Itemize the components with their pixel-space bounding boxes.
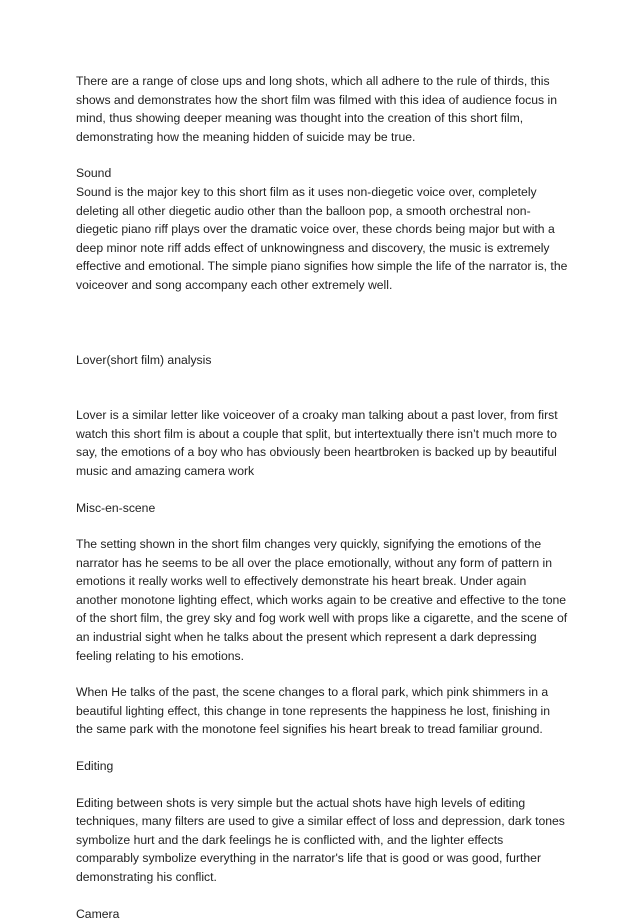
paragraph-spacer [76,481,568,499]
mise-en-scene-heading: Misc-en-scene [76,500,156,515]
document-body [76,72,568,923]
paragraph-spacer [76,739,568,757]
section-spacer [76,332,568,351]
paragraph-spacer [76,887,568,905]
lover-heading: Lover(short film) analysis [76,352,212,367]
section-spacer [76,369,568,406]
paragraph-spacer [76,146,568,164]
paragraph-spacer [76,776,568,794]
mise-en-scene-paragraph-2: When He talks of the past, the scene changes to a floral park, which pink shimmers in a beautiful lighting effect, this change in tone represents the happiness he lost, finishing in the same park with the monotone feel signifies his heart break to tread familiar ground. [76,685,551,737]
section-spacer [76,295,568,332]
lover-paragraph: Lover is a similar letter like voiceover of a croaky man talking about a past lover, from first watch this short film is about a couple that split, but intertextually there isn’t much more to say, the emotions of a boy who has obviously been heartbroken is backed up by beautiful music and amazing camera work [76,408,558,478]
paragraph-spacer [76,517,568,535]
editing-paragraph: Editing between shots is very simple but the actual shots have high levels of editing techniques, many filters are used to give a similar effect of loss and depression, dark tones symbolize hurt and the dark feelings he is conflicted with, and the lighter effects comparably symbolize everything in the narrator's life that is good or was good, further demonstrating his conflict. [76,795,565,884]
mise-en-scene-paragraph-1: The setting shown in the short film changes very quickly, signifying the emotions of the narrator has he seems to be all over the place emotionally, without any form of pattern in emotions it really works well to effectively demonstrate his heart break. Under again another monotone lighting effect, which works again to be creative and effective to the tone of the short film, the grey sky and fog work well with props like a cigarette, and the scene of an industrial sight when he talks about the present which represent a dark depressing feeling relating to his emotions. [76,537,568,663]
sound-paragraph: Sound is the major key to this short film as it uses non-diegetic voice over, completely deleting all other diegetic audio other than the balloon pop, a smooth orchestral non-diegetic piano riff plays over the dramatic voice over, these chords being major but with a deep minor note riff adds effect of unknowingness and discovery, the music is extremely effective and emotional. The simple piano signifies how simple the life of the narrator is, the voiceover and song accompany each other extremely well. [76,184,568,292]
editing-heading: Editing [76,759,114,774]
camera-heading: Camera [76,906,120,921]
intro-paragraph: There are a range of close ups and long shots, which all adhere to the rule of thirds, this shows and demonstrates how the short film was filmed with this idea of audience focus in mind, thus showing deeper meaning was thought into the creation of this short film, demonstrating how the meaning hidden of suicide may be true. [76,74,557,144]
paragraph-spacer [76,665,568,683]
sound-heading: Sound [76,166,112,181]
